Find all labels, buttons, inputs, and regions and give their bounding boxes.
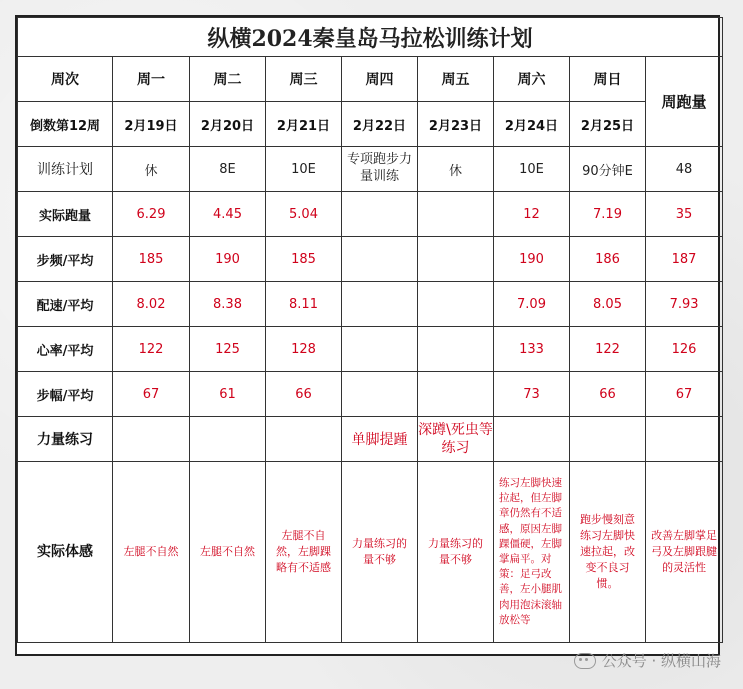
- pace-cell: 7.09: [494, 282, 570, 327]
- weekly-mileage-header: 周跑量: [646, 57, 723, 147]
- stride-weekly-cell: 67: [646, 372, 723, 417]
- week-label-header: 周次: [18, 57, 113, 102]
- strength-cell: 单脚提踵: [342, 417, 418, 462]
- heart-rate-cell: 122: [570, 327, 646, 372]
- distance-cell: 4.45: [190, 192, 266, 237]
- day-header-tue: 周二: [190, 57, 266, 102]
- stride-cell: 67: [113, 372, 190, 417]
- distance-cell: [342, 192, 418, 237]
- date-cell: 2月24日: [494, 102, 570, 147]
- feeling-cell: 跑步慢刻意练习左脚快速拉起，改变不良习惯。: [570, 462, 646, 643]
- plan-cell: 休: [418, 147, 494, 192]
- pace-cell: 8.38: [190, 282, 266, 327]
- strength-weekly-cell: [646, 417, 723, 462]
- feeling-weekly-cell: 改善左脚掌足弓及左脚跟腱的灵活性: [646, 462, 723, 643]
- distance-cell: 5.04: [266, 192, 342, 237]
- heart-rate-cell: [418, 327, 494, 372]
- stride-cell: [418, 372, 494, 417]
- distance-cell: 7.19: [570, 192, 646, 237]
- stride-cell: 61: [190, 372, 266, 417]
- strength-cell: 深蹲\死虫等练习: [418, 417, 494, 462]
- date-cell: 2月19日: [113, 102, 190, 147]
- feeling-cell: 力量练习的量不够: [418, 462, 494, 643]
- heart-rate-cell: 128: [266, 327, 342, 372]
- stride-row-label: 步幅/平均: [18, 372, 113, 417]
- cadence-cell: [342, 237, 418, 282]
- watermark-text: 公众号 · 纵横山海: [601, 652, 721, 670]
- cadence-row-label: 步频/平均: [18, 237, 113, 282]
- strength-row-label: 力量练习: [18, 417, 113, 462]
- strength-cell: [113, 417, 190, 462]
- distance-cell: 12: [494, 192, 570, 237]
- page-title: 纵横2024秦皇岛马拉松训练计划: [18, 18, 723, 57]
- plan-cell: 10E: [266, 147, 342, 192]
- feeling-cell: 力量练习的量不够: [342, 462, 418, 643]
- pace-cell: 8.11: [266, 282, 342, 327]
- day-header-sat: 周六: [494, 57, 570, 102]
- distance-cell: [418, 192, 494, 237]
- pace-weekly-cell: 7.93: [646, 282, 723, 327]
- stride-cell: 73: [494, 372, 570, 417]
- plan-cell: 专项跑步力量训练: [342, 147, 418, 192]
- training-plan-sheet: [15, 15, 720, 656]
- date-cell: 2月25日: [570, 102, 646, 147]
- strength-cell: [266, 417, 342, 462]
- feeling-cell: 左腿不自然，左脚踝略有不适感: [266, 462, 342, 643]
- countdown-week-label: 倒数第12周: [18, 102, 113, 147]
- plan-cell: 8E: [190, 147, 266, 192]
- feeling-cell: 练习左脚快速拉起，但左脚章仍然有不适感，原因左脚踝僵硬，左脚掌扁平。对策：足弓改善，左小腿肌肉用泡沫滚轴放松等: [494, 462, 570, 643]
- cadence-cell: 185: [113, 237, 190, 282]
- plan-weekly-cell: 48: [646, 147, 723, 192]
- distance-row-label: 实际跑量: [18, 192, 113, 237]
- date-cell: 2月23日: [418, 102, 494, 147]
- pace-cell: 8.05: [570, 282, 646, 327]
- heart-rate-cell: 122: [113, 327, 190, 372]
- heart-rate-row-label: 心率/平均: [18, 327, 113, 372]
- pace-cell: 8.02: [113, 282, 190, 327]
- feeling-cell: 左腿不自然: [190, 462, 266, 643]
- heart-rate-cell: 125: [190, 327, 266, 372]
- cadence-cell: [418, 237, 494, 282]
- heart-rate-weekly-cell: 126: [646, 327, 723, 372]
- stride-cell: 66: [266, 372, 342, 417]
- feeling-cell: 左腿不自然: [113, 462, 190, 643]
- day-header-sun: 周日: [570, 57, 646, 102]
- cadence-cell: 190: [190, 237, 266, 282]
- strength-cell: [570, 417, 646, 462]
- pace-row-label: 配速/平均: [18, 282, 113, 327]
- strength-cell: [494, 417, 570, 462]
- day-header-thu: 周四: [342, 57, 418, 102]
- stride-cell: [342, 372, 418, 417]
- day-header-wed: 周三: [266, 57, 342, 102]
- day-header-mon: 周一: [113, 57, 190, 102]
- watermark: [574, 650, 721, 671]
- training-plan-table: [17, 17, 723, 643]
- plan-cell: 90分钟E: [570, 147, 646, 192]
- distance-cell: 6.29: [113, 192, 190, 237]
- date-cell: 2月20日: [190, 102, 266, 147]
- plan-row-label: 训练计划: [18, 147, 113, 192]
- date-cell: 2月22日: [342, 102, 418, 147]
- plan-cell: 10E: [494, 147, 570, 192]
- day-header-fri: 周五: [418, 57, 494, 102]
- feeling-row-label: 实际体感: [18, 462, 113, 643]
- cadence-cell: 190: [494, 237, 570, 282]
- distance-weekly-cell: 35: [646, 192, 723, 237]
- stride-cell: 66: [570, 372, 646, 417]
- cadence-cell: 185: [266, 237, 342, 282]
- heart-rate-cell: 133: [494, 327, 570, 372]
- pace-cell: [418, 282, 494, 327]
- wechat-icon: [574, 653, 596, 669]
- strength-cell: [190, 417, 266, 462]
- cadence-weekly-cell: 187: [646, 237, 723, 282]
- pace-cell: [342, 282, 418, 327]
- heart-rate-cell: [342, 327, 418, 372]
- cadence-cell: 186: [570, 237, 646, 282]
- date-cell: 2月21日: [266, 102, 342, 147]
- plan-cell: 休: [113, 147, 190, 192]
